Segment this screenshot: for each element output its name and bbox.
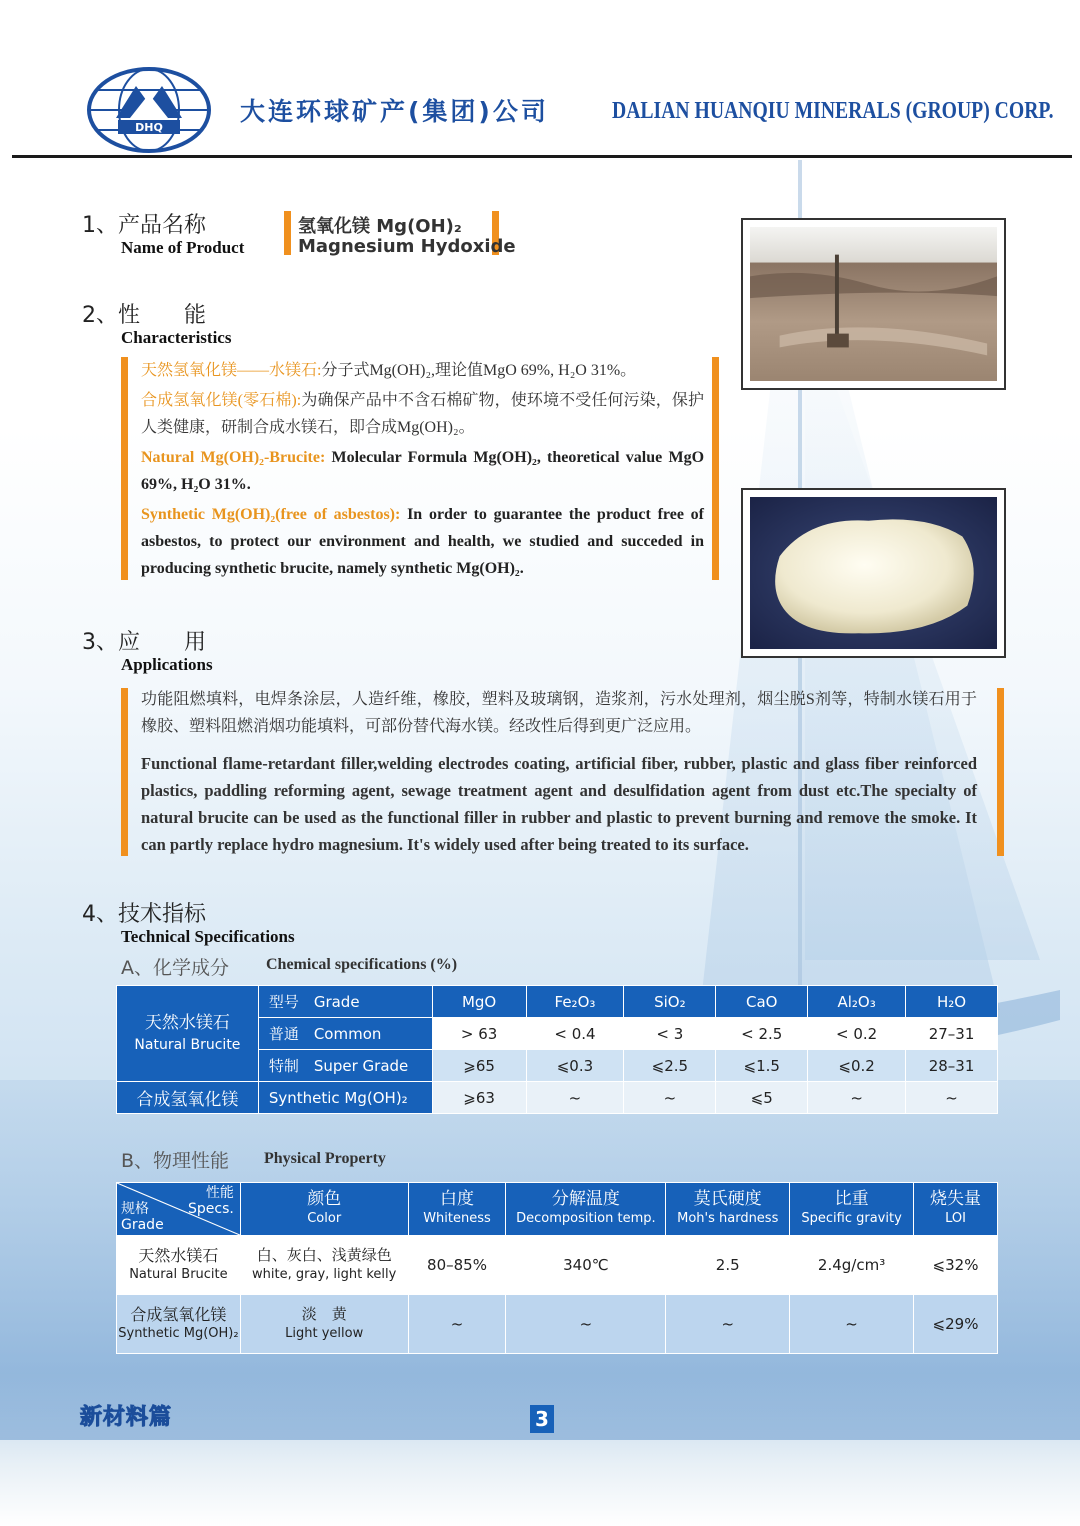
col-header-hardness: 莫氏硬度 Moh's hardness xyxy=(666,1183,790,1236)
company-name-english: DALIAN HUANQIU MINERALS (GROUP) CORP. xyxy=(612,98,1054,124)
natural-brucite-label-en: Natural Mg(OH)₂-Brucite: xyxy=(141,449,326,466)
section1-title-en: Name of Product xyxy=(121,238,245,257)
page-number: 3 xyxy=(530,1405,554,1433)
table-cell: ⩾63 xyxy=(432,1082,526,1114)
table-cell: ~ xyxy=(408,1295,506,1354)
company-name-chinese: 大连环球矿产(集团)公司 xyxy=(240,97,549,126)
col-header-color: 颜色 Color xyxy=(240,1183,408,1236)
grade-label: 型号 Grade xyxy=(258,986,432,1018)
characteristics-bar-right xyxy=(712,357,719,580)
synthetic-text-en: In order to guarantee the product free of asbestos, to protect our environment and health, we studied and succeded in producing synthetic brucite, namely synthetic Mg(OH)₂. xyxy=(141,506,705,577)
section3-title-en: Applications xyxy=(121,655,213,674)
table-row xyxy=(117,986,998,1018)
table-row xyxy=(117,1183,998,1236)
table-row xyxy=(117,1082,998,1114)
table-cell: ⩽0.3 xyxy=(526,1050,624,1082)
table-cell: ~ xyxy=(506,1295,666,1354)
table-cell: 28–31 xyxy=(906,1050,998,1082)
applications-text-cn: 功能阻燃填料，电焊条涂层，人造纤维，橡胶，塑料及玻璃钢，造浆剂，污水处理剂，烟尘脱S剂等，特制水镁石用于橡胶、塑料阻燃消烟功能填料，可部份替代海水镁。经改性后得到更广泛应用。 xyxy=(141,691,977,735)
row-name: 天然水镁石 Natural Brucite xyxy=(117,1236,241,1295)
table-cell: ⩽32% xyxy=(914,1236,998,1295)
table-cell: < 3 xyxy=(624,1018,716,1050)
natural-brucite-text-en: Molecular Formula Mg(OH)₂, theoretical value MgO 69%, H₂O 31%. xyxy=(141,449,705,493)
common-label: 普通 Common xyxy=(258,1018,432,1050)
table-cell: ⩽0.2 xyxy=(808,1050,906,1082)
section4-title-en: Technical Specifications xyxy=(121,927,295,946)
col-header: Al₂O₃ xyxy=(808,986,906,1018)
col-header-loi: 烧失量 LOI xyxy=(914,1183,998,1236)
col-header-decomposition: 分解温度 Decomposition temp. xyxy=(506,1183,666,1236)
table-cell: ~ xyxy=(624,1082,716,1114)
corner-header: 性能 Specs. 规格 Grade xyxy=(117,1183,241,1236)
chem-subtitle-en: Chemical specifications (%) xyxy=(266,956,458,973)
company-logo-globe-icon xyxy=(86,66,212,154)
section2-title-en: Characteristics xyxy=(121,328,232,347)
chemical-specs-table xyxy=(116,985,998,1114)
applications-bar-left xyxy=(121,688,128,856)
natural-brucite-text-cn: 分子式Mg(OH)₂,理论值MgO 69%, H₂O 31%。 xyxy=(321,362,637,379)
table-cell: 27–31 xyxy=(906,1018,998,1050)
table-cell: ~ xyxy=(666,1295,790,1354)
header-divider xyxy=(12,155,1072,158)
synthetic-label-en: Synthetic Mg(OH)₂ xyxy=(258,1082,432,1114)
phys-subtitle-en: Physical Property xyxy=(264,1150,386,1167)
col-header: CaO xyxy=(716,986,808,1018)
table-cell: < 0.4 xyxy=(526,1018,624,1050)
table-cell: ⩽5 xyxy=(716,1082,808,1114)
product-name-bracket-left xyxy=(284,211,291,255)
col-header: SiO₂ xyxy=(624,986,716,1018)
table-cell: > 63 xyxy=(432,1018,526,1050)
super-grade-label: 特制 Super Grade xyxy=(258,1050,432,1082)
table-cell: 340℃ xyxy=(506,1236,666,1295)
table-row xyxy=(117,1295,998,1354)
applications-bar-right xyxy=(997,688,1004,856)
physical-property-table xyxy=(116,1182,998,1354)
synthetic-label: 合成氢氧化镁 xyxy=(117,1082,259,1114)
col-header: MgO xyxy=(432,986,526,1018)
applications-text-en: Functional flame-retardant filler,welding electrodes coating, artificial fiber, rubber, plastic and glass fiber reinforced plastics, paddling reforming agent, sewage treatment agent and desulfidation agent from dust etc.The specialty of natural brucite can be used as the functional filler in rubber and plastic to prevent burning and remove the smoke. It can partly replace hydro magnesium. It's widely used after being treated to its surface. xyxy=(141,754,977,854)
table-cell: ⩽29% xyxy=(914,1295,998,1354)
table-cell: ⩾65 xyxy=(432,1050,526,1082)
section2-title: 2、性 能 xyxy=(82,303,206,328)
section1-title: 1、产品名称 xyxy=(82,213,206,238)
brucite-mineral-photo xyxy=(741,488,1006,658)
table-cell: ⩽2.5 xyxy=(624,1050,716,1082)
characteristics-bar-left xyxy=(121,357,128,580)
table-row xyxy=(117,1236,998,1295)
col-header: H₂O xyxy=(906,986,998,1018)
col-header-gravity: 比重 Specific gravity xyxy=(790,1183,914,1236)
chem-subtitle-cn: A、化学成分 xyxy=(121,957,229,979)
table-cell: 80–85% xyxy=(408,1236,506,1295)
col-header-whiteness: 白度 Whiteness xyxy=(408,1183,506,1236)
table-cell: 2.5 xyxy=(666,1236,790,1295)
table-cell: 白、灰白、浅黄绿色 white, gray, light kelly xyxy=(240,1236,408,1295)
table-cell: ~ xyxy=(790,1295,914,1354)
synthetic-label-en: Synthetic Mg(OH)₂(free of asbestos): xyxy=(141,506,401,523)
synthetic-text-cn: 为确保产品中不含石棉矿物，使环境不受任何污染，保护人类健康，研制合成水镁石，即合成Mg(OH)₂。 xyxy=(141,392,704,436)
footer-section-name: 新材料篇 xyxy=(80,1405,173,1430)
natural-brucite-label-cn: 天然氢氧化镁——水镁石: xyxy=(141,362,322,379)
table-cell: 2.4g/cm³ xyxy=(790,1236,914,1295)
col-header: Fe₂O₃ xyxy=(526,986,624,1018)
characteristics-text xyxy=(141,357,704,582)
quarry-photo xyxy=(741,218,1006,390)
table-cell: ~ xyxy=(906,1082,998,1114)
phys-subtitle-cn: B、物理性能 xyxy=(121,1150,230,1172)
svg-text:DHQ: DHQ xyxy=(135,121,163,134)
section4-title: 4、技术指标 xyxy=(82,902,206,927)
table-cell: < 0.2 xyxy=(808,1018,906,1050)
product-name-en: Magnesium Hydoxide xyxy=(298,236,516,257)
section3-title: 3、应 用 xyxy=(82,630,206,655)
table-cell: ~ xyxy=(526,1082,624,1114)
table-cell: < 2.5 xyxy=(716,1018,808,1050)
table-cell: 淡 黄 Light yellow xyxy=(240,1295,408,1354)
synthetic-label-cn: 合成氢氧化镁(零石棉): xyxy=(141,392,302,409)
row-name: 合成氢氧化镁 Synthetic Mg(OH)₂ xyxy=(117,1295,241,1354)
natural-brucite-label: 天然水镁石 Natural Brucite xyxy=(117,986,259,1082)
product-name-cn: 氢氧化镁 Mg(OH)₂ xyxy=(298,216,462,237)
table-cell: ~ xyxy=(808,1082,906,1114)
table-cell: ⩽1.5 xyxy=(716,1050,808,1082)
